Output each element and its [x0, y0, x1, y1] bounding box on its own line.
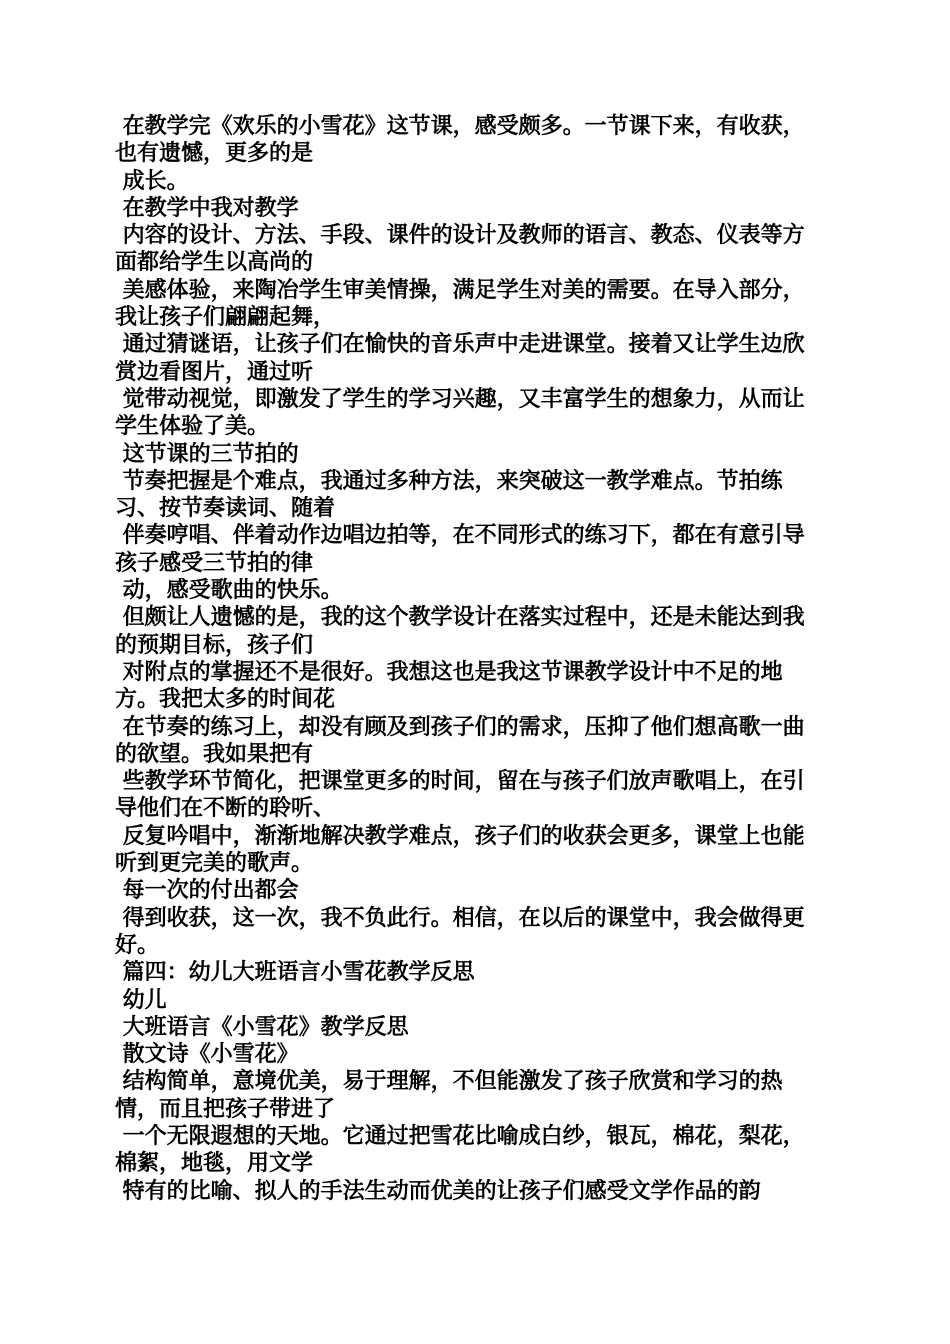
text-line: 美感体验，来陶冶学生审美情操，满足学生对美的需要。在导入部分，我让孩子们翩翩起舞，	[115, 277, 805, 331]
text-line: 这节课的三节拍的	[115, 441, 299, 467]
text-line: 伴奏哼唱、伴着动作边唱边拍等，在不同形式的练习下，都在有意引导孩子感受三节拍的律	[115, 523, 805, 576]
text-line: 觉带动视觉，即激发了学生的学习兴趣，又丰富学生的想象力，从而让学生体验了美。	[115, 386, 805, 440]
text-line: 散文诗《小雪花》	[115, 1042, 299, 1068]
text-line: 得到收获，这一次，我不负此行。相信，在以后的课堂中，我会做得更好。	[115, 905, 805, 958]
text-line: 内容的设计、方法、手段、课件的设计及教师的语言、教态、仪表等方面都给学生以高尚的	[115, 223, 805, 276]
text-line: 对附点的掌握还不是很好。我想这也是我这节课教学设计中不足的地方。我把太多的时间花	[115, 659, 783, 713]
text-line: 在节奏的练习上，却没有顾及到孩子们的需求，压抑了他们想高歌一曲的欲望。我如果把有	[115, 714, 805, 767]
text-line: 但颇让人遗憾的是，我的这个教学设计在落实过程中，还是未能达到我的预期目标，孩子们	[115, 605, 805, 658]
text-line: 特有的比喻、拟人的手法生动而优美的让孩子们感受文学作品的韵	[115, 1178, 761, 1204]
text-line: 每一次的付出都会	[115, 878, 299, 904]
text-line: 通过猜谜语，让孩子们在愉快的音乐声中走进课堂。接着又让学生边欣赏边看图片，通过听	[115, 332, 805, 385]
text-line: 节奏把握是个难点，我通过多种方法，来突破这一教学难点。节拍练习、按节奏读词、随着	[115, 468, 783, 522]
text-line: 些教学环节简化，把课堂更多的时间，留在与孩子们放声歌唱上，在引导他们在不断的聆听、	[115, 769, 805, 822]
section-heading: 篇四：幼儿大班语言小雪花教学反思	[115, 960, 475, 986]
text-line: 幼儿	[115, 987, 167, 1013]
text-line: 动，感受歌曲的快乐。	[115, 578, 343, 604]
text-line: 在教学中我对教学	[115, 195, 299, 221]
document-body	[115, 113, 820, 1205]
text-line: 成长。	[115, 168, 189, 194]
text-line: 反复吟唱中，渐渐地解决教学难点，孩子们的收获会更多，课堂上也能听到更完美的歌声。	[115, 823, 805, 877]
text-line: 一个无限遐想的天地。它通过把雪花比喻成白纱，银瓦，棉花，梨花，棉絮，地毯，用文学	[115, 1123, 805, 1177]
text-line: 大班语言《小雪花》教学反思	[115, 1014, 409, 1040]
text-line: 在教学完《欢乐的小雪花》这节课，感受颇多。一节课下来，有收获，也有遗憾，更多的是	[115, 114, 805, 167]
text-line: 结构简单，意境优美，易于理解，不但能激发了孩子欣赏和学习的热情，而且把孩子带进了	[115, 1069, 783, 1122]
